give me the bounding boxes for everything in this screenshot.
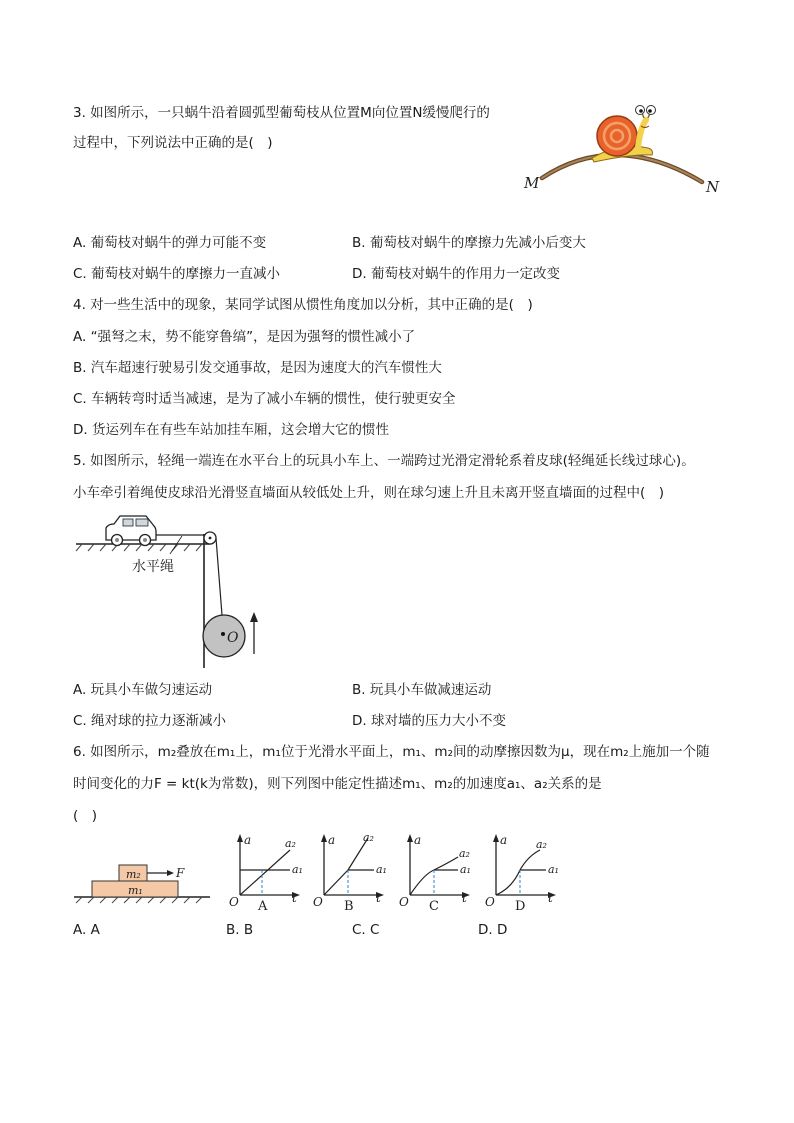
origin-label: O [399, 895, 409, 909]
q3-option-d: D. 葡萄枝对蜗牛的作用力一定改变 [352, 266, 560, 282]
axis-a-label: a [244, 833, 252, 847]
graph-c-letter: C [429, 899, 439, 914]
pulley-figure [70, 508, 270, 673]
graph-a-letter: A [258, 899, 268, 914]
q5-stem-line2: 小车牵引着绳使皮球沿光滑竖直墙面从较低处上升，则在球匀速上升且未离开竖直墙面的过程中( ) [73, 485, 665, 501]
graph-d-letter: D [515, 899, 526, 914]
q4-stem: 4. 对一些生活中的现象，某同学试图从惯性角度加以分析，其中正确的是( ) [73, 297, 533, 313]
q3-option-b: B. 葡萄枝对蜗牛的摩擦力先减小后变大 [352, 235, 586, 251]
curve-a1-label: a₁ [460, 863, 471, 876]
axis-a-label: a [328, 833, 336, 847]
q3-stem-line1: 3. 如图所示，一只蜗牛沿着圆弧型葡萄枝从位置M向位置N缓慢爬行的 [73, 105, 490, 121]
q5-stem-line1: 5. 如图所示，轻绳一端连在水平台上的玩具小车上、一端跨过光滑定滑轮系着皮球(轻绳延长线过球心)。 [73, 453, 695, 469]
q6-stem-line2: 时间变化的力F = kt(k为常数)，则下列图中能定性描述m₁、m₂的加速度a₁、a₂关系的是 [73, 776, 602, 792]
q6-stem-line3: ( ) [73, 808, 98, 824]
q3-option-a: A. 葡萄枝对蜗牛的弹力可能不变 [73, 235, 267, 251]
curve-a2-label: a₂ [363, 831, 374, 844]
curve-a1-label: a₁ [292, 863, 303, 876]
blocks-figure [70, 855, 215, 910]
q6-option-c: C. C [352, 922, 380, 938]
snail-icon [592, 106, 656, 163]
curve-a2-label: a₂ [459, 847, 470, 860]
ball-center-label: O [227, 630, 239, 646]
origin-label: O [229, 895, 239, 909]
q5-option-d: D. 球对墙的压力大小不变 [352, 713, 506, 729]
toy-car-icon [106, 516, 156, 546]
force-label: F [176, 866, 185, 880]
curve-a1-label: a₁ [548, 863, 559, 876]
curve-a2-label: a₂ [285, 837, 296, 850]
q4-option-a: A. “强弩之末，势不能穿鲁缟”，是因为强弩的惯性减小了 [73, 329, 416, 345]
curve-a2-label: a₂ [536, 838, 547, 851]
curve-a1-label: a₁ [376, 863, 387, 876]
q4-option-c: C. 车辆转弯时适当减速，是为了减小车辆的惯性，使行驶更安全 [73, 391, 456, 407]
q6-option-a: A. A [73, 922, 100, 938]
block-m1-label: m₁ [128, 884, 143, 897]
block-m2-label: m₂ [126, 868, 141, 881]
axis-a-label: a [500, 833, 508, 847]
q6-stem-line1: 6. 如图所示，m₂叠放在m₁上，m₁位于光滑水平面上，m₁、m₂间的动摩擦因数为μ，现在m₂上施加一个随 [73, 744, 710, 760]
origin-label: O [485, 895, 495, 909]
q4-option-b: B. 汽车超速行驶易引发交通事故，是因为速度大的汽车惯性大 [73, 360, 442, 376]
graph-d [484, 830, 564, 915]
graph-a [228, 830, 308, 915]
graph-b-letter: B [344, 899, 354, 914]
graph-b [312, 830, 392, 915]
q6-option-b: B. B [226, 922, 254, 938]
q3-option-c: C. 葡萄枝对蜗牛的摩擦力一直减小 [73, 266, 281, 282]
axis-t-label: t [292, 891, 297, 905]
q6-option-d: D. D [478, 922, 508, 938]
snail-figure [520, 98, 730, 198]
graph-c [398, 830, 478, 915]
label-m: M [524, 174, 540, 192]
q5-option-a: A. 玩具小车做匀速运动 [73, 682, 213, 698]
q5-option-b: B. 玩具小车做减速运动 [352, 682, 492, 698]
label-n: N [706, 178, 720, 196]
q5-option-c: C. 绳对球的拉力逐渐减小 [73, 713, 227, 729]
q4-option-d: D. 货运列车在有些车站加挂车厢，这会增大它的惯性 [73, 422, 389, 438]
axis-t-label: t [462, 891, 467, 905]
axis-a-label: a [414, 833, 422, 847]
rope-label: 水平绳 [132, 559, 174, 575]
q3-stem-line2: 过程中，下列说法中正确的是( ) [73, 135, 273, 151]
axis-t-label: t [548, 891, 553, 905]
origin-label: O [313, 895, 323, 909]
axis-t-label: t [376, 891, 381, 905]
